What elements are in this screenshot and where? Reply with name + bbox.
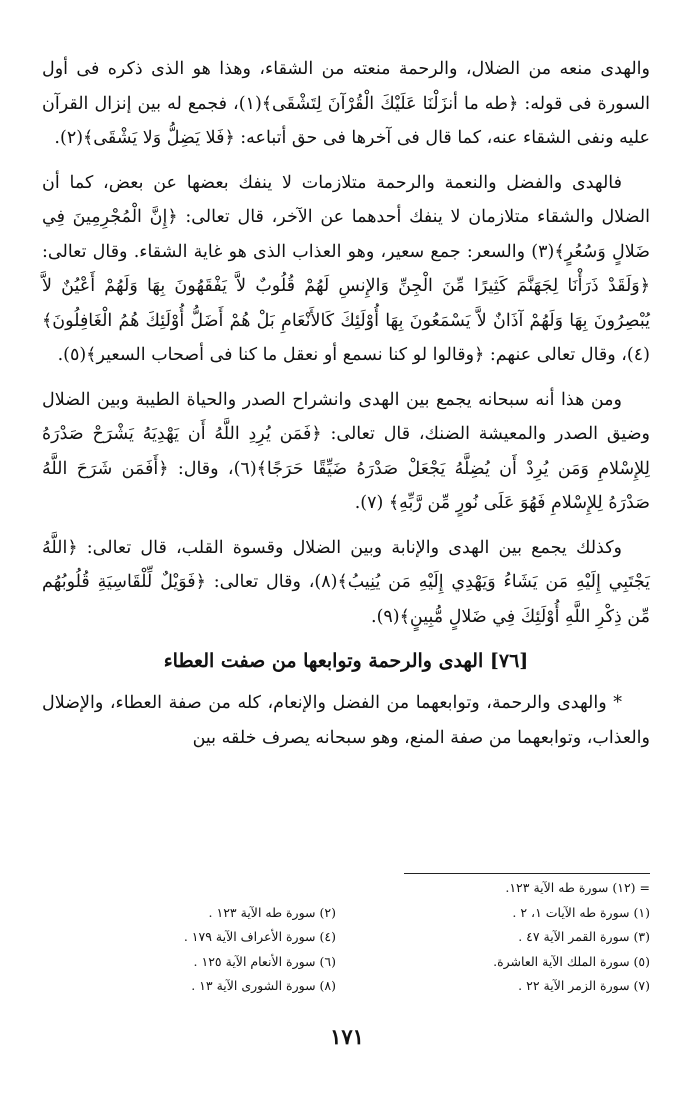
footnote-item: (٦) سورة الأنعام الآية ١٢٥ . (193, 953, 336, 969)
paragraph-5: * والهدى والرحمة، وتوابعهما من الفضل والإنعام، كله من صفة العطاء، والإضلال والعذاب، وتوابعهما من صفة المنع، وهو سبحانه يصرف خلقه بين (42, 693, 650, 748)
paragraph-1: والهدى منعه من الضلال، والرحمة منعته من الشقاء، وهذا هو الذى ذكره فى أول السورة فى قوله: ﴿طه ما أنزَلْنَا عَلَيْكَ الْقُرْآنَ لِتَشْقَى﴾(١)، فجمع له بين إنزال القرآن عليه ونفى الشقاء عنه، كما قال فى آخرها فى حق أتباعه: ﴿فَلا يَضِلُّ وَلا يَشْقَى﴾(٢). (42, 59, 651, 148)
page-number: ١٧١ (330, 1024, 364, 1049)
paragraph-4: وكذلك يجمع بين الهدى والإنابة وبين الضلال وقسوة القلب، قال تعالى: ﴿اللَّهُ يَجْتَبِي إِلَيْهِ مَن يَشَاءُ وَيَهْدِي إِلَيْهِ مَن يُنِيبُ﴾(٨)، وقال تعالى: ﴿فَوَيْلٌ لِّلْقَاسِيَةِ قُلُوبُهُم مِّن ذِكْرِ اللَّهِ أُوْلَئِكَ فِي ضَلالٍ مُّبِينٍ﴾(٩). (42, 537, 650, 627)
footnote-item: (٥) سورة الملك الآية العاشرة. (493, 953, 650, 969)
section-heading: [٧٦] الهدى والرحمة وتوابعها من صفت العطاء (163, 650, 529, 672)
footnote-divider (404, 873, 650, 874)
footnote-item: (٧) سورة الزمر الآية ٢٢ . (518, 978, 650, 993)
footnote-item: (٨) سورة الشورى الآية ١٣ . (191, 978, 336, 993)
footnotes (42, 876, 650, 999)
footnote-grid (42, 901, 650, 999)
footnote-continued: = (١٢) سورة طه الآية ١٢٣. (505, 880, 650, 895)
footnote-item: (٢) سورة طه الآية ١٢٣ . (208, 904, 336, 920)
footnote-item: (١) سورة طه الآيات ١، ٢ . (512, 904, 650, 920)
footnote-item: (٤) سورة الأعراف الآية ١٧٩ . (183, 929, 336, 944)
paragraph-3: ومن هذا أنه سبحانه يجمع بين الهدى وانشراح الصدر والحياة الطيبة وبين الضلال وضيق الصدر والمعيشة الضنك، قال تعالى: ﴿فَمَن يُرِدِ اللَّهُ أَن يَهْدِيَهُ يَشْرَحْ صَدْرَهُ لِلإِسْلامِ وَمَن يُرِدْ أَن يُضِلَّهُ يَجْعَلْ صَدْرَهُ ضَيِّقًا حَرَجًا﴾(٦)، وقال: ﴿أَفَمَن شَرَحَ اللَّهُ صَدْرَهُ لِلإِسْلامِ فَهُوَ عَلَى نُورٍ مِّن رَّبِّهِ﴾ (٧). (42, 389, 650, 513)
footnote-item: (٣) سورة القمر الآية ٤٧ . (518, 929, 650, 944)
paragraph-2: فالهدى والفضل والنعمة والرحمة متلازمات لا ينفك بعضها عن بعض، كما أن الضلال والشقاء متلازمان لا ينفك أحدهما عن الآخر، قال تعالى: ﴿إِنَّ الْمُجْرِمِينَ فِي ضَلالٍ وَسُعُرٍ﴾(٣) والسعر: جمع سعير، وهو العذاب الذى هو غاية الشقاء. وقال تعالى: ﴿وَلَقَدْ ذَرَأْنَا لِجَهَنَّمَ كَثِيرًا مِّنَ الْجِنِّ وَالإِنسِ لَهُمْ قُلُوبٌ لاَّ يَفْقَهُونَ بِهَا وَلَهُمْ أَعْيُنٌ لاَّ يُبْصِرُونَ بِهَا وَلَهُمْ آذَانٌ لاَّ يَسْمَعُونَ بِهَا أُوْلَئِكَ كَالأَنْعَامِ بَلْ هُمْ أَضَلُّ أُوْلَئِكَ هُمُ الْغَافِلُونَ﴾(٤)، وقال تعالى عنهم: ﴿وقالوا لو كنا نسمع أو نعقل ما كنا فى أصحاب السعير﴾(٥). (42, 172, 650, 365)
